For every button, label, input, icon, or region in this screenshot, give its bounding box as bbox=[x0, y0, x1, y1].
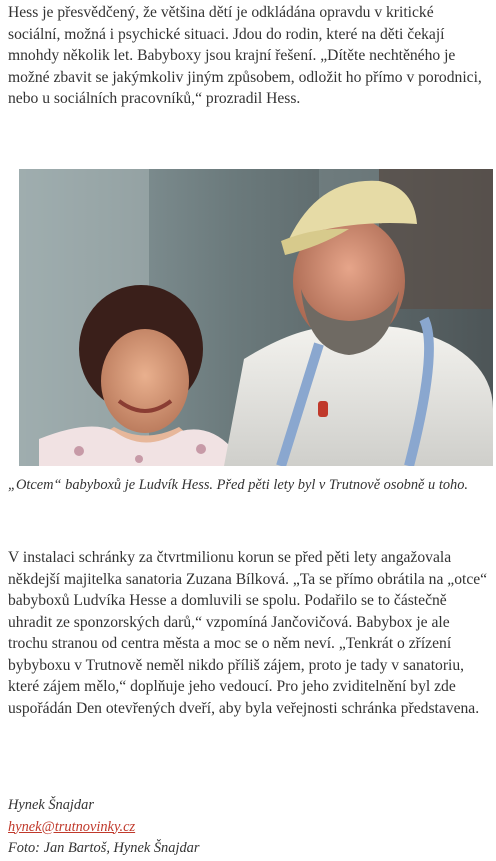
photo-credit: Foto: Jan Bartoš, Hynek Šnajdar bbox=[8, 840, 200, 856]
author-email-link[interactable]: hynek@trutnovinky.cz bbox=[8, 818, 136, 835]
article-signature bbox=[8, 795, 488, 860]
author-name: Hynek Šnajdar bbox=[8, 797, 94, 813]
article-photo bbox=[19, 169, 493, 466]
article-paragraph-1: Hess je přesvědčený, že většina dětí je odkládána opravdu v kritické sociální, možná i psychické situaci. Jdou do rodin, které na děti čekají mnohdy několik let. Babyboxy jsou krajní řešení. „Dítěte nechtěného je možné zbavit se jakýmkoliv jiným způsobem, odložit ho přímo v porodnici, nebo u sociálních pracovníků,“ prozradil Hess. bbox=[8, 4, 482, 107]
article-paragraph-2: V instalaci schránky za čtvrtmilionu korun se před pěti lety angažovala někdejší majitelka sanatoria Zuzana Bílková. „Ta se přímo obrátila na „otce“ babyboxů Ludvíka Hesse a domluvili se spolu. Podařilo se to částečně uhradit ze sponzorských darů,“ vzpomíná Jančovičová. Babybox je ale trochu stranou od centra města a moc se o něm neví. „Tenkrát o zřízení bybyboxu v Trutnově neměl nikdo příliš zájem, proto je tady v sanatoriu, které zájem mělo,“ doplňuje jeho vedoucí. Pro jeho zviditelnění byl zde uspořádán Den otevřených dveří, aby byla veřejnosti schránka představena. bbox=[8, 549, 488, 717]
photo-caption: „Otcem“ babyboxů je Ludvík Hess. Před pěti lety byl v Trutnově osobně u toho. bbox=[8, 477, 469, 493]
